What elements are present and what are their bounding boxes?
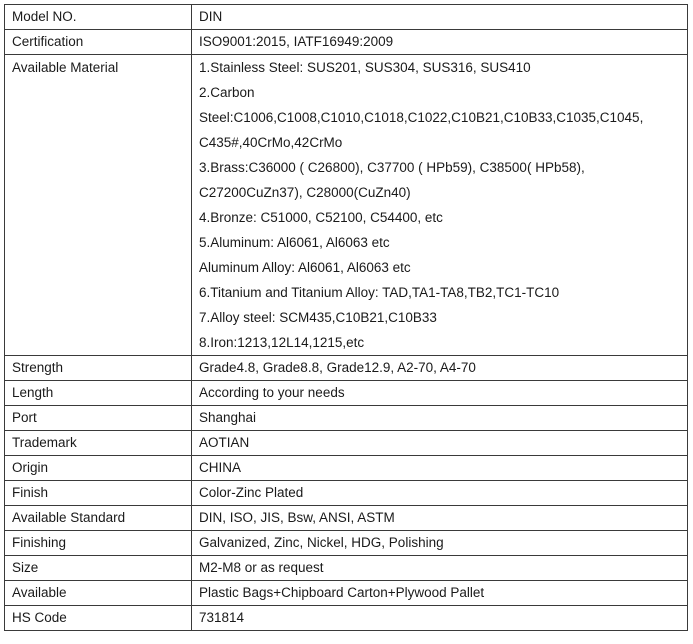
row-value: According to your needs <box>192 381 688 406</box>
material-line: 8.Iron:1213,12L14,1215,etc <box>199 335 365 350</box>
material-line: C435#,40CrMo,42CrMo <box>199 135 343 150</box>
table-row-standard <box>5 506 688 531</box>
table-row-model <box>5 5 688 30</box>
material-line: Aluminum Alloy: Al6061, Al6063 etc <box>199 260 411 275</box>
row-label: Length <box>5 381 192 406</box>
row-label: Size <box>5 556 192 581</box>
row-label: Model NO. <box>5 5 192 30</box>
table-row-hs-code <box>5 606 688 631</box>
table-row-length <box>5 381 688 406</box>
row-label: HS Code <box>5 606 192 631</box>
table-row-finishing <box>5 531 688 556</box>
row-label: Finish <box>5 481 192 506</box>
spec-table <box>4 4 688 631</box>
table-row-finish <box>5 481 688 506</box>
row-label: Port <box>5 406 192 431</box>
table-row-port <box>5 406 688 431</box>
table-row-certification <box>5 30 688 55</box>
row-label: Available Material <box>5 55 192 356</box>
material-line: C27200CuZn37), C28000(CuZn40) <box>199 185 411 200</box>
material-line: 5.Aluminum: Al6061, Al6063 etc <box>199 235 390 250</box>
material-line: 6.Titanium and Titanium Alloy: TAD,TA1-TA8,TB2,TC1-TC10 <box>199 285 560 300</box>
table-row-trademark <box>5 431 688 456</box>
row-label: Certification <box>5 30 192 55</box>
material-line: 3.Brass:C36000 ( C26800), C37700 ( HPb59), C38500( HPb58), <box>199 160 585 175</box>
material-line: 2.Carbon <box>199 85 255 100</box>
row-label: Strength <box>5 356 192 381</box>
row-label: Available Standard <box>5 506 192 531</box>
table-row-size <box>5 556 688 581</box>
table-row-origin <box>5 456 688 481</box>
row-value: AOTIAN <box>192 431 688 456</box>
table-row-strength <box>5 356 688 381</box>
material-line: Steel:C1006,C1008,C1010,C1018,C1022,C10B21,C10B33,C1035,C1045, <box>199 110 644 125</box>
row-value: DIN, ISO, JIS, Bsw, ANSI, ASTM <box>192 506 688 531</box>
row-label: Available <box>5 581 192 606</box>
material-line: 4.Bronze: C51000, C52100, C54400, etc <box>199 210 443 225</box>
row-value: Plastic Bags+Chipboard Carton+Plywood Pallet <box>192 581 688 606</box>
row-label: Trademark <box>5 431 192 456</box>
row-value: DIN <box>192 5 688 30</box>
row-label: Origin <box>5 456 192 481</box>
row-value: 731814 <box>192 606 688 631</box>
row-value: Color-Zinc Plated <box>192 481 688 506</box>
row-value: Grade4.8, Grade8.8, Grade12.9, A2-70, A4-70 <box>192 356 688 381</box>
material-list <box>192 55 688 356</box>
table-row-available <box>5 581 688 606</box>
row-value: CHINA <box>192 456 688 481</box>
row-value: Shanghai <box>192 406 688 431</box>
material-line: 1.Stainless Steel: SUS201, SUS304, SUS316, SUS410 <box>199 60 531 75</box>
row-value: Galvanized, Zinc, Nickel, HDG, Polishing <box>192 531 688 556</box>
material-line: 7.Alloy steel: SCM435,C10B21,C10B33 <box>199 310 437 325</box>
row-value: M2-M8 or as request <box>192 556 688 581</box>
row-value: ISO9001:2015, IATF16949:2009 <box>192 30 688 55</box>
table-row-material <box>5 55 688 356</box>
row-label: Finishing <box>5 531 192 556</box>
